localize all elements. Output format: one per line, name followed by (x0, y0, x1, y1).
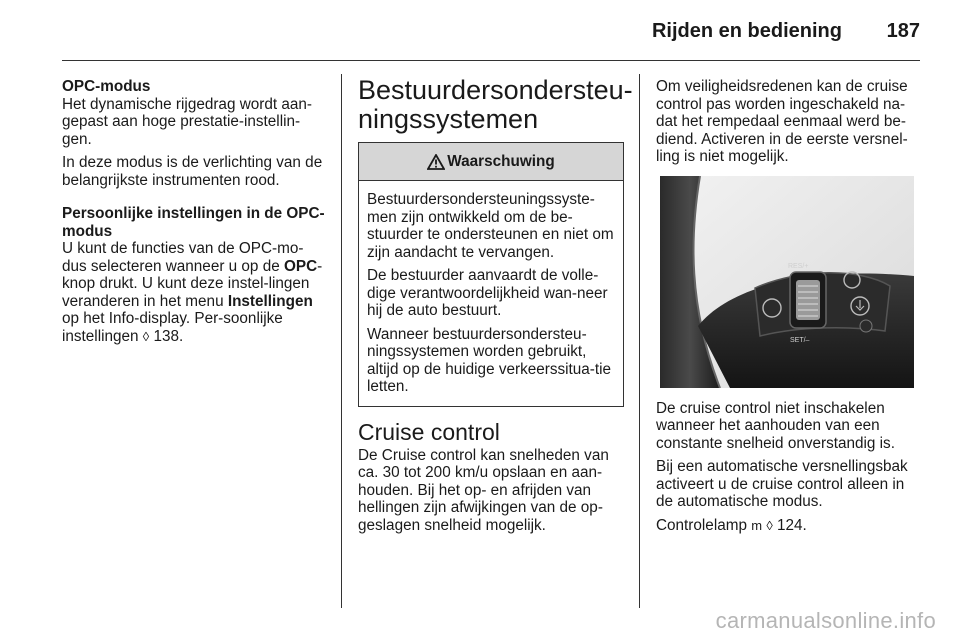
warning-box (358, 142, 624, 407)
warning-text-1: Bestuurdersondersteuningssyste-men zijn ontwikkeld om de be-stuurder te ondersteunen en niet om zijn aandacht te vervangen. (367, 191, 614, 261)
watermark: carmanualsonline.info (715, 608, 936, 633)
control-lamp-label: Controlelamp (656, 516, 752, 534)
warning-text-2: De bestuurder aanvaardt de volle-dige verantwoordelijkheid wan-neer hij de auto bestuurt. (367, 267, 608, 319)
control-lamp-line (656, 517, 922, 535)
page-number: 187 (886, 20, 920, 42)
opc-text: Het dynamische rijgedrag wordt aan-gepast aan hoge prestatie-instellin-gen. (62, 95, 312, 148)
personal-heading: Persoonlijke instellingen in de OPC-modus (62, 205, 325, 240)
page-header (0, 0, 960, 62)
column-right (656, 78, 922, 540)
no-engage-text: De cruise control niet inschakelen wanneer het aanhouden van een constante snelheid onverstandig is. (656, 399, 895, 452)
personal-text-2: -knop drukt. U kunt deze instel-lingen veranderen in het menu (62, 257, 323, 310)
warning-triangle-icon (427, 154, 445, 170)
column-divider-right (639, 74, 640, 608)
lamp-page-ref[interactable]: 124. (772, 516, 807, 534)
page-reference-icon: ◊ (766, 517, 773, 533)
column-divider-left (341, 74, 342, 608)
cruise-control-text: De Cruise control kan snelheden van ca. 30 tot 200 km/u opslaan en aan-houden. Bij het op- en afrijden van hellingen zijn afwijkingen van de op-geslagen snelheid mogelijk. (358, 446, 609, 534)
warning-header (359, 143, 623, 181)
cruise-lamp-icon: m (751, 517, 763, 533)
safety-text: Om veiligheidsredenen kan de cruise control pas worden ingeschakeld na-dat het rempedaal eenmaal werd be-diend. Activeren in de eerste versnel-ling is niet mogelijk. (656, 78, 908, 165)
personal-page-ref[interactable]: 138. (149, 327, 184, 345)
warning-text-3: Wanneer bestuurdersondersteu-ningssystemen worden gebruikt, altijd op de huidige verkeerssitua-tie letten. (367, 325, 612, 395)
automatic-text: Bij een automatische versnellingsbak activeert u de cruise control alleen in de automatische modus. (656, 458, 908, 510)
opc-heading: OPC-modus (62, 78, 151, 95)
page-reference-icon: ◊ (142, 328, 150, 344)
opc-button-name: OPC (283, 257, 318, 275)
res-label: RES/+ (788, 262, 809, 270)
warning-title: Waarschuwing (447, 152, 555, 170)
cruise-control-title: Cruise control (358, 418, 500, 445)
steering-wheel-illustration (660, 176, 914, 388)
warning-body (359, 181, 623, 406)
personal-paragraph (62, 205, 328, 345)
personal-text-3: op het Info-display. Per-soonlijke instellingen (62, 310, 283, 345)
opc-paragraph (62, 78, 328, 148)
settings-menu-name: Instellingen (227, 292, 313, 310)
column-middle (358, 75, 633, 540)
personal-text-1: U kunt de functies van de OPC-mo-dus selecteren wanneer u op de (62, 240, 304, 275)
opc-lights-text: In deze modus is de verlichting van de belangrijkste instrumenten rood. (62, 154, 323, 189)
steering-wheel-photo (660, 176, 914, 388)
set-label: SET/– (790, 336, 810, 344)
header-rule (62, 60, 920, 61)
column-left (62, 78, 328, 351)
section-title: Bestuurdersondersteu-ningssystemen (358, 75, 633, 134)
page-title: Rijden en bediening (651, 20, 842, 42)
